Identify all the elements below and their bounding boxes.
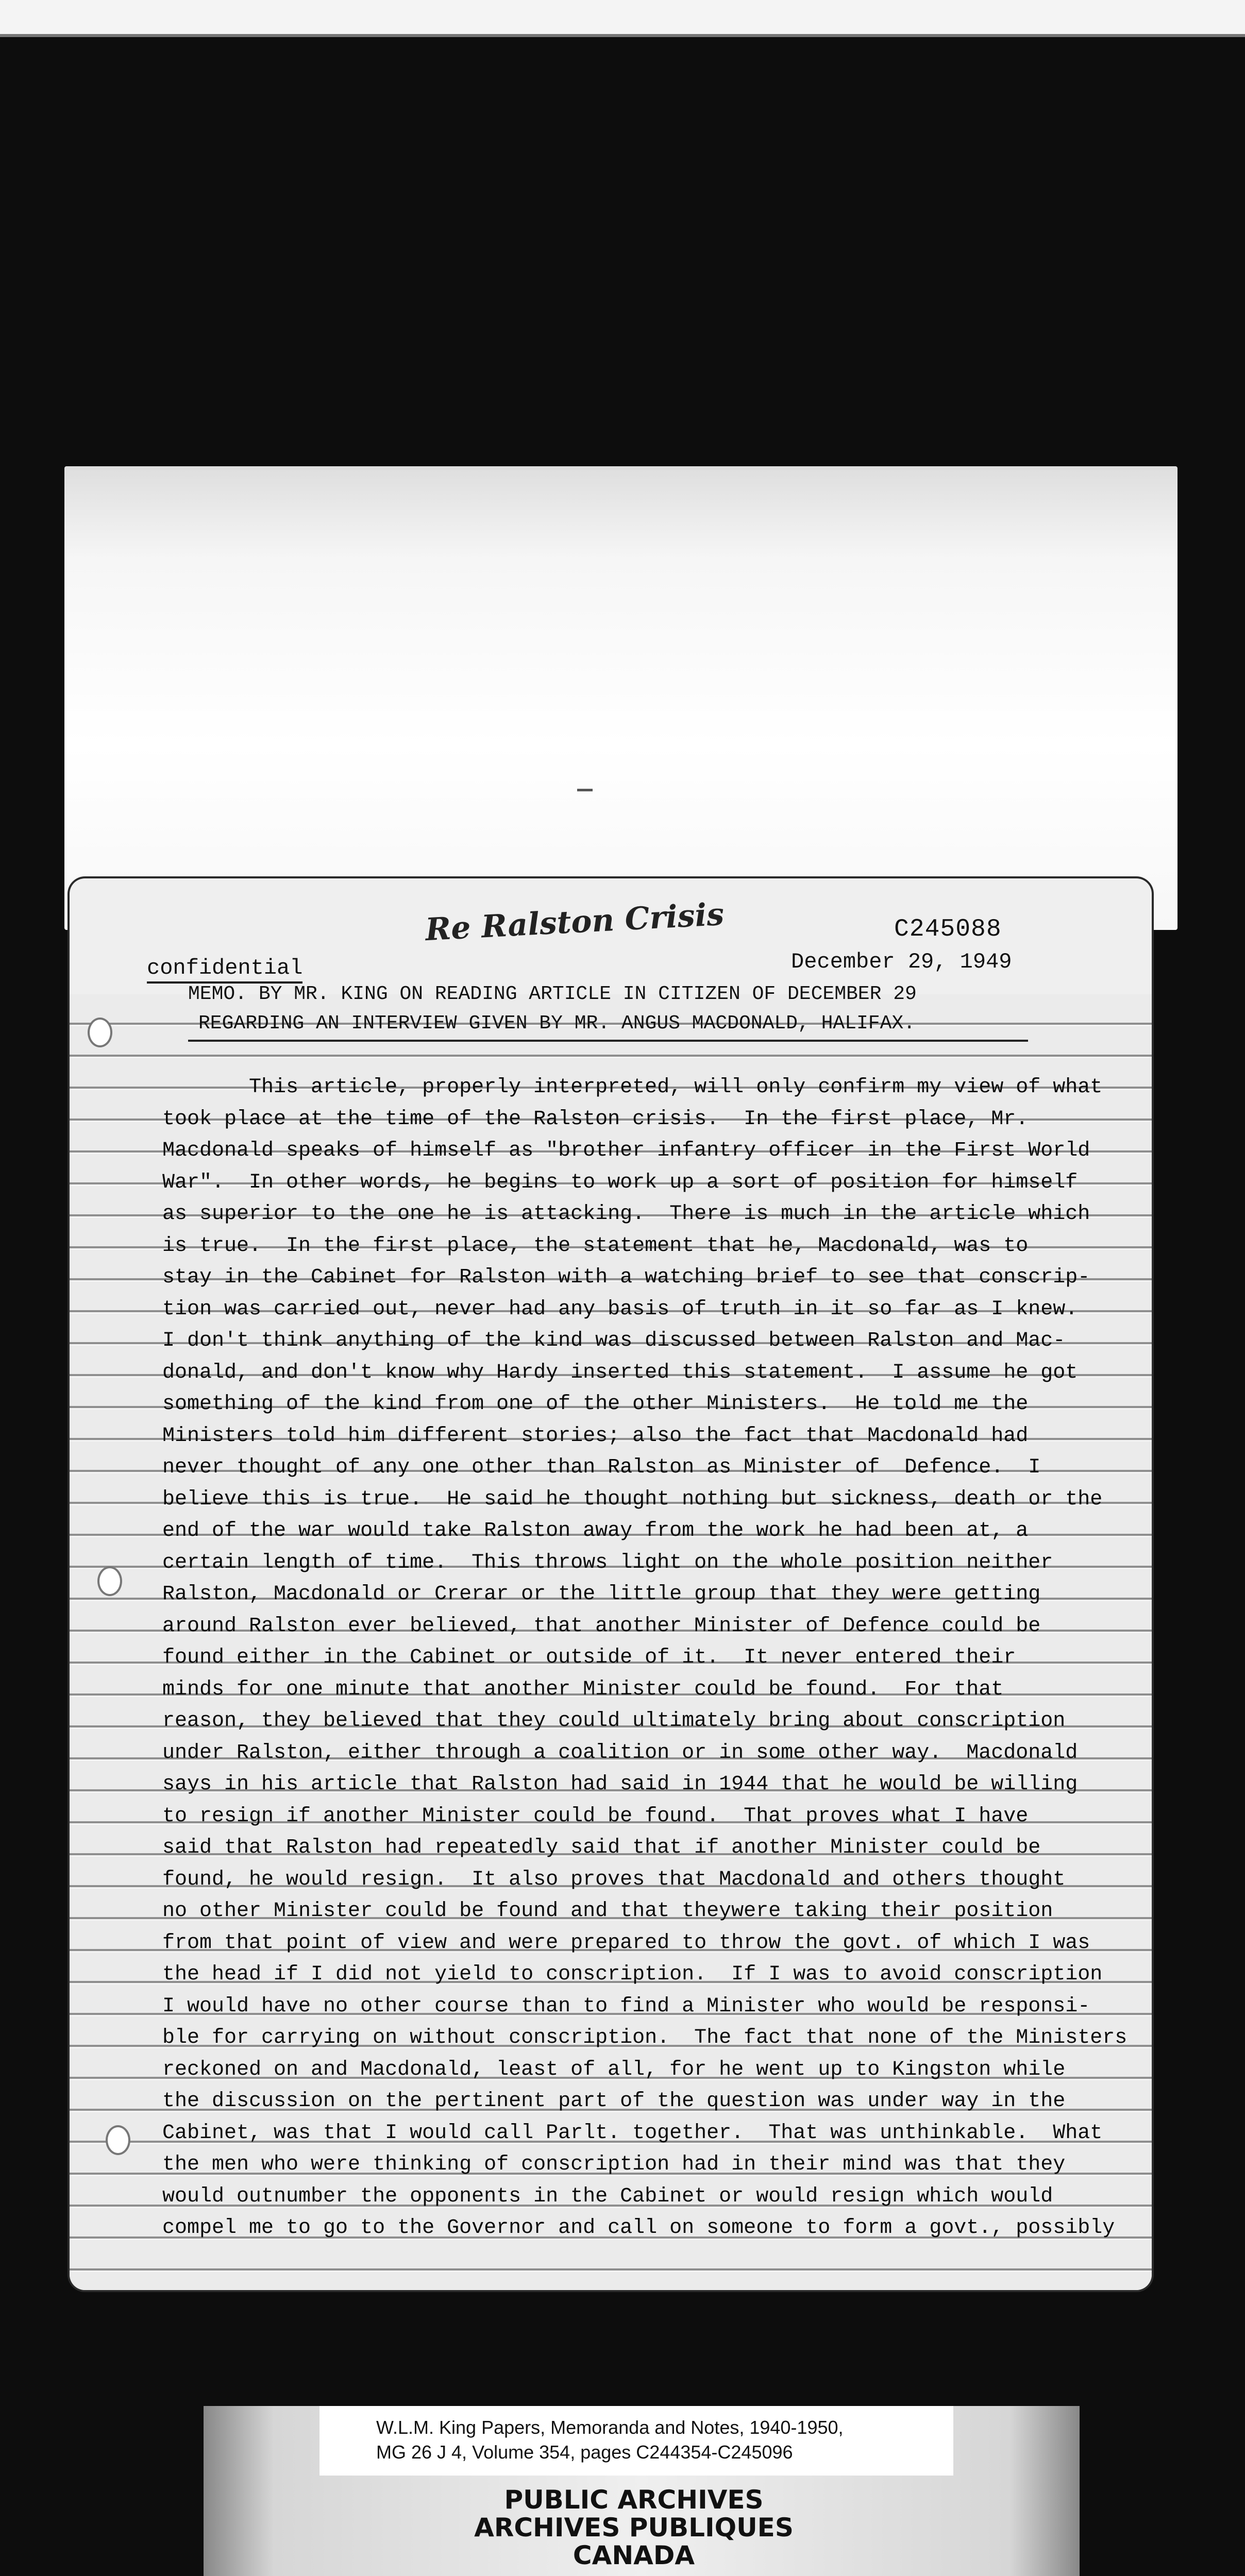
body-line: This article, properly interpreted, will only confirm my view of what <box>162 1076 1103 1099</box>
classification-label: confidential <box>147 955 302 984</box>
body-line: compel me to go to the Governor and call on someone to form a govt., possibly <box>162 2216 1115 2240</box>
body-line: I don't think anything of the kind was discussed between Ralston and Mac- <box>162 1329 1066 1352</box>
body-line: never thought of any one other than Ralston as Minister of Defence. I <box>162 1456 1041 1479</box>
archive-stamp-line-2: ARCHIVES PUBLIQUES <box>474 2513 794 2543</box>
archive-reference <box>376 2415 943 2465</box>
body-line: stay in the Cabinet for Ralston with a watching brief to see that conscrip- <box>162 1266 1090 1289</box>
punch-hole-top <box>88 1018 112 1047</box>
body-line: found, he would resign. It also proves that Macdonald and others thought <box>162 1868 1066 1891</box>
body-line: from that point of view and were prepared to throw the govt. of which I was <box>162 1931 1090 1955</box>
body-line: is true. In the first place, the statement that he, Macdonald, was to <box>162 1234 1029 1258</box>
document-number: C245088 <box>894 916 1002 943</box>
body-line: reason, they believed that they could ultimately bring about conscription <box>162 1709 1066 1733</box>
body-line: around Ralston ever believed, that another Minister of Defence could be <box>162 1614 1041 1638</box>
memo-date: December 29, 1949 <box>791 950 1012 974</box>
punch-hole-middle <box>97 1566 122 1596</box>
memo-page <box>70 878 1152 2290</box>
body-line: something of the kind from one of the other Ministers. He told me the <box>162 1393 1029 1416</box>
body-line: donald, and don't know why Hardy inserted this statement. I assume he got <box>162 1361 1078 1384</box>
body-line: as superior to the one he is attacking. There is much in the article which <box>162 1202 1090 1226</box>
body-line: ble for carrying on without conscription. The fact that none of the Ministers <box>162 2026 1128 2049</box>
body-line: end of the war would take Ralston away from the work he had been at, a <box>162 1519 1029 1543</box>
body-line: certain length of time. This throws light on the whole position neither <box>162 1551 1053 1574</box>
body-line: Ministers told him different stories; also the fact that Macdonald had <box>162 1424 1029 1448</box>
body-line: no other Minister could be found and that theywere taking their position <box>162 1900 1053 1923</box>
handwritten-annotation: Re Ralston Crisis <box>424 896 725 948</box>
punch-hole-bottom <box>106 2125 130 2155</box>
archive-stamp-line-3: CANADA <box>573 2540 695 2570</box>
body-line: Ralston, Macdonald or Crerar or the little group that they were getting <box>162 1583 1041 1606</box>
pencil-mark <box>577 789 593 791</box>
memo-title-line-1: MEMO. BY MR. KING ON READING ARTICLE IN CITIZEN OF DECEMBER 29 <box>188 983 917 1005</box>
scan-top-strip <box>0 0 1245 37</box>
scan-top-edge <box>0 34 1245 37</box>
body-line: to resign if another Minister could be found. That proves what I have <box>162 1804 1029 1828</box>
body-line: the head if I did not yield to conscription. If I was to avoid conscription <box>162 1963 1103 1986</box>
body-line: under Ralston, either through a coalition or in some other way. Macdonald <box>162 1741 1078 1765</box>
body-line: War". In other words, he begins to work up a sort of position for himself <box>162 1171 1078 1194</box>
body-line: minds for one minute that another Minister could be found. For that <box>162 1677 1004 1701</box>
backing-sheet <box>64 466 1177 930</box>
memo-body <box>162 1072 1141 2244</box>
archive-stamp <box>453 2486 814 2569</box>
archive-reference-line-1: W.L.M. King Papers, Memoranda and Notes, 1940-1950, <box>376 2417 844 2438</box>
body-line: believe this is true. He said he thought nothing but sickness, death or the <box>162 1487 1103 1511</box>
body-line: Cabinet, was that I would call Parlt. together. That was unthinkable. What <box>162 2121 1103 2145</box>
archive-reference-line-2: MG 26 J 4, Volume 354, pages C244354-C245096 <box>376 2442 793 2463</box>
body-line: the men who were thinking of conscription had in their mind was that they <box>162 2153 1066 2176</box>
body-line: took place at the time of the Ralston crisis. In the first place, Mr. <box>162 1107 1029 1131</box>
body-line: reckoned on and Macdonald, least of all, for he went up to Kingston while <box>162 2058 1066 2081</box>
body-line: found either in the Cabinet or outside of it. It never entered their <box>162 1646 1016 1669</box>
body-line: said that Ralston had repeatedly said that if another Minister could be <box>162 1836 1041 1859</box>
body-line: says in his article that Ralston had said in 1944 that he would be willing <box>162 1773 1078 1796</box>
memo-title-line-2: REGARDING AN INTERVIEW GIVEN BY MR. ANGUS MACDONALD, HALIFAX. <box>198 1012 916 1035</box>
title-underline <box>188 1040 1028 1042</box>
body-line: Macdonald speaks of himself as "brother infantry officer in the First World <box>162 1139 1090 1162</box>
archive-stamp-line-1: PUBLIC ARCHIVES <box>504 2485 764 2515</box>
body-line: the discussion on the pertinent part of the question was under way in the <box>162 2090 1066 2113</box>
body-line: tion was carried out, never had any basis of truth in it so far as I knew. <box>162 1297 1078 1321</box>
body-line: would outnumber the opponents in the Cabinet or would resign which would <box>162 2184 1053 2208</box>
body-line: I would have no other course than to find a Minister who would be responsi- <box>162 1994 1090 2018</box>
